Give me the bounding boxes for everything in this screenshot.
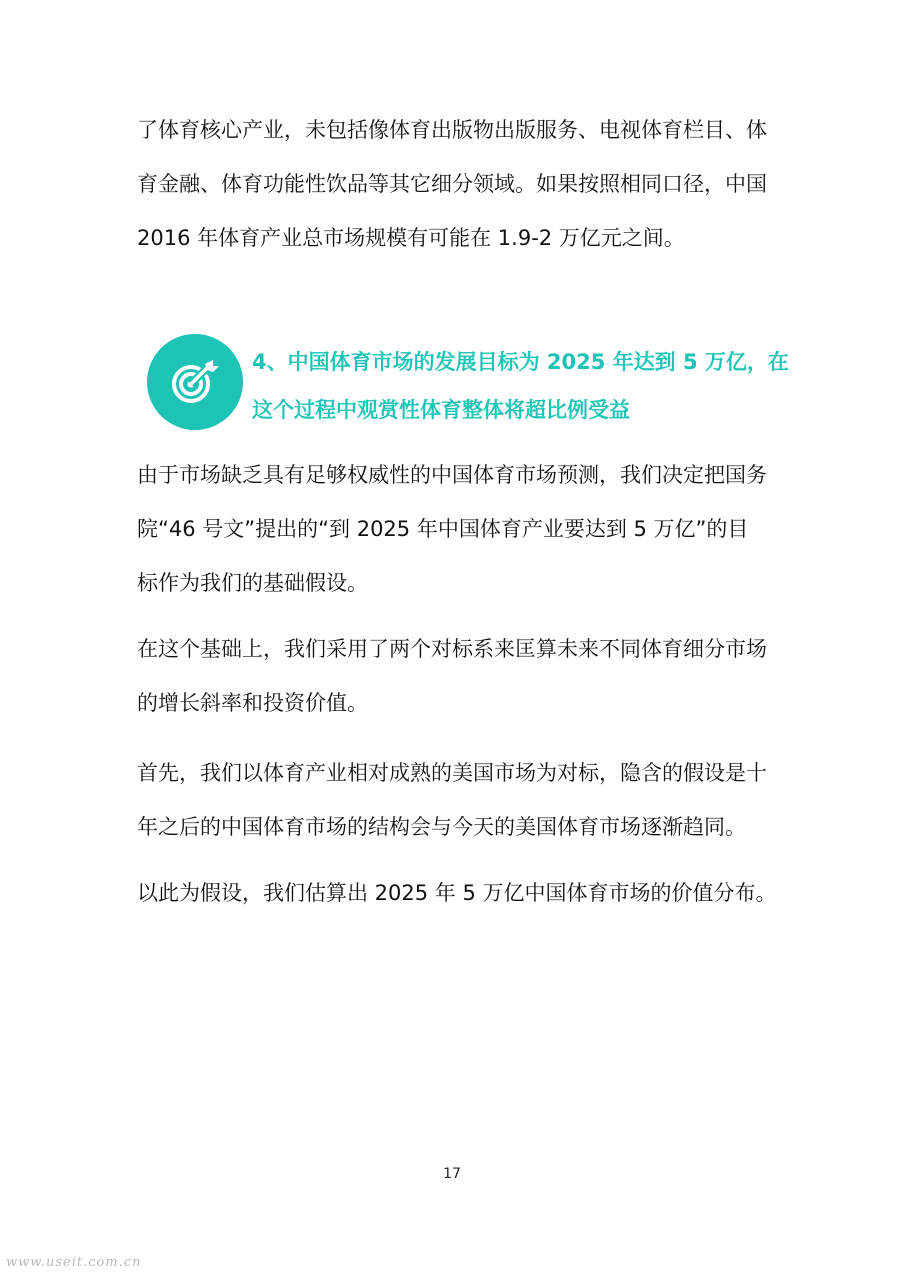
paragraph-line: 首先，我们以体育产业相对成熟的美国市场为对标，隐含的假设是十	[137, 761, 767, 785]
section-heading-line: 这个过程中观赏性体育整体将超比例受益	[252, 398, 630, 422]
paragraph-line: 院“46 号文”提出的“到 2025 年中国体育产业要达到 5 万亿”的目	[137, 517, 749, 541]
paragraph-line: 以此为假设，我们估算出 2025 年 5 万亿中国体育市场的价值分布。	[137, 881, 777, 905]
section-heading	[147, 334, 787, 434]
watermark: www.useit.com.cn	[6, 1255, 142, 1270]
paragraph-line: 标作为我们的基础假设。	[137, 571, 368, 595]
paragraph-line: 了体育核心产业，未包括像体育出版物出版服务、电视体育栏目、体	[137, 118, 767, 142]
target-arrow-icon	[147, 334, 243, 430]
paragraph-us-benchmark	[137, 746, 777, 854]
section-heading-line: 4、中国体育市场的发展目标为 2025 年达到 5 万亿，在	[252, 350, 789, 374]
paragraph-line: 的增长斜率和投资价值。	[137, 691, 368, 715]
page-number: 17	[443, 1166, 461, 1182]
paragraph-line: 年之后的中国体育市场的结构会与今天的美国体育市场逐渐趋同。	[137, 815, 746, 839]
paragraph-line: 在这个基础上，我们采用了两个对标系来匡算未来不同体育细分市场	[137, 637, 767, 661]
paragraph-assumption	[137, 448, 777, 610]
section-heading-title	[252, 338, 789, 434]
paragraph-line: 由于市场缺乏具有足够权威性的中国体育市场预测，我们决定把国务	[137, 463, 767, 487]
paragraph-benchmark	[137, 622, 777, 730]
paragraph-line: 2016 年体育产业总市场规模有可能在 1.9-2 万亿元之间。	[137, 226, 685, 250]
paragraph-line: 育金融、体育功能性饮品等其它细分领域。如果按照相同口径，中国	[137, 172, 767, 196]
paragraph-estimate	[137, 866, 777, 920]
paragraph-intro	[137, 103, 777, 265]
